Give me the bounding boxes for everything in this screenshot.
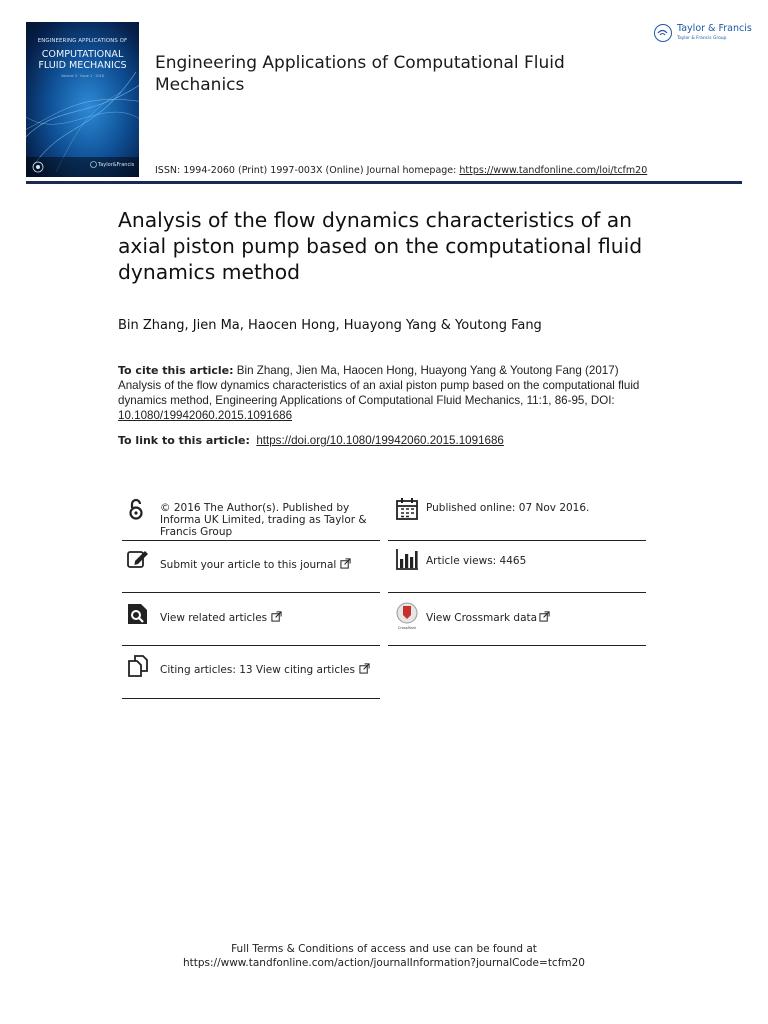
calendar-icon — [395, 497, 419, 521]
published-date: Published online: 07 Nov 2016. — [426, 502, 590, 514]
crossmark-badge-text: CrossMark — [397, 626, 417, 630]
article-views: Article views: 4465 — [426, 555, 527, 567]
bar-chart-icon — [395, 547, 419, 571]
external-link-icon — [359, 663, 370, 674]
publisher-group: Taylor & Francis Group — [677, 36, 727, 41]
divider — [122, 592, 380, 593]
submit-article-label: Submit your article to this journal — [160, 559, 337, 571]
citation-block — [118, 363, 658, 423]
external-link-icon — [340, 558, 351, 569]
publisher-logo-icon — [654, 24, 672, 42]
license-text: © 2016 The Author(s). Published by Informa UK Limited, trading as Taylor & Francis Group — [160, 502, 367, 538]
issn-text: ISSN: 1994-2060 (Print) 1997-003X (Online) Journal homepage: — [155, 165, 460, 176]
citation-text: Bin Zhang, Jien Ma, Haocen Hong, Huayong Yang & Youtong Fang (2017) Analysis of the flow dynamics characteristics of an axial piston pump based on the computational fluid dynamics method, Engineering Applications of Computational Fluid Mechanics, 11:1, 86-95, DOI: — [118, 364, 640, 407]
terms-url[interactable]: https://www.tandfonline.com/action/journalInformation?journalCode=tcfm20 — [182, 957, 585, 969]
divider — [122, 645, 380, 646]
citing-articles-label: Citing articles: 13 View citing articles — [160, 664, 355, 676]
issn-line — [155, 165, 647, 176]
divider — [388, 540, 646, 541]
publisher-logo[interactable] — [654, 22, 754, 48]
citation-label: To cite this article: — [118, 364, 234, 377]
related-articles-label: View related articles — [160, 612, 268, 624]
submit-article-link[interactable] — [160, 558, 351, 571]
cover-flow-graphic — [26, 22, 139, 177]
terms-text: Full Terms & Conditions of access and use can be found at — [231, 943, 537, 955]
citing-articles-icon[interactable] — [126, 654, 150, 678]
cover-publisher: Taylor&Francis — [98, 162, 135, 168]
edit-icon[interactable] — [126, 547, 150, 571]
external-link-icon — [271, 611, 282, 622]
header-divider — [26, 181, 742, 184]
cover-tf-icon — [90, 161, 97, 168]
divider — [122, 540, 380, 541]
external-link-icon — [539, 611, 550, 622]
divider — [122, 698, 380, 699]
cover-title-line-1: COMPUTATIONAL — [41, 49, 124, 60]
related-articles-link[interactable] — [160, 611, 282, 624]
crossmark-link[interactable] — [426, 611, 550, 624]
terms-footer — [0, 942, 768, 970]
journal-homepage-link[interactable]: https://www.tandfonline.com/loi/tcfm20 — [459, 165, 648, 176]
divider — [388, 645, 646, 646]
crossmark-label: View Crossmark data — [426, 612, 538, 624]
article-link-label: To link to this article: — [118, 434, 250, 447]
cover-title — [26, 49, 139, 71]
citing-articles-link[interactable] — [160, 663, 370, 676]
article-title: Analysis of the flow dynamics characteristics of an axial piston pump based on the computational fluid dynamics method — [118, 208, 643, 284]
divider — [388, 592, 646, 593]
citation-doi-link[interactable]: 10.1080/19942060.2015.1091686 — [118, 409, 293, 422]
journal-title: Engineering Applications of Computational Fluid Mechanics — [155, 53, 565, 95]
article-authors: Bin Zhang, Jien Ma, Haocen Hong, Huayong Yang & Youtong Fang — [118, 318, 542, 333]
cover-title-line-2: FLUID MECHANICS — [38, 60, 127, 71]
article-link-block — [118, 433, 678, 448]
article-doi-link[interactable]: https://doi.org/10.1080/19942060.2015.1091686 — [256, 434, 504, 447]
cover-series-label: ENGINEERING APPLICATIONS OF — [37, 38, 128, 44]
journal-cover — [26, 22, 139, 177]
publisher-name: Taylor & Francis — [677, 23, 752, 34]
cover-emblem-icon — [32, 161, 44, 173]
related-articles-icon[interactable] — [126, 602, 150, 626]
cover-issue: Volume 3 · Issue 1 · 2016 — [61, 74, 104, 78]
open-access-icon — [124, 497, 148, 521]
